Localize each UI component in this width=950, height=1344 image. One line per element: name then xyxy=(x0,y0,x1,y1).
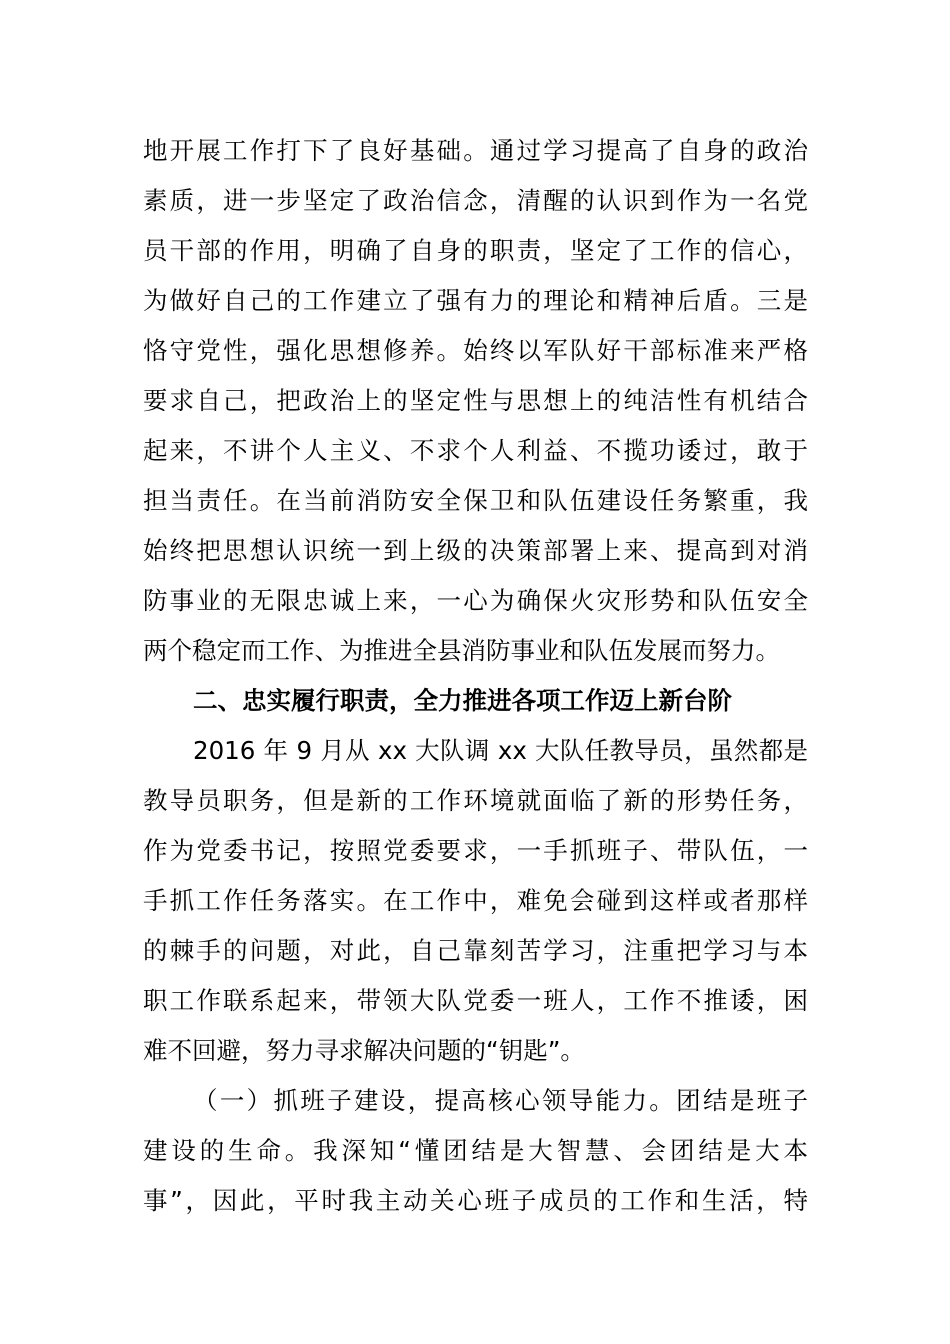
text-line: 素质，进一步坚定了政治信念，清醒的认识到作为一名党 xyxy=(143,186,808,215)
text-line: 职工作联系起来，带领大队党委一班人，工作不推诿，困 xyxy=(143,986,808,1015)
text-line: 2016 年 9 月从 xx 大队调 xx 大队任教导员，虽然都是 xyxy=(193,736,808,765)
text-line: 事”，因此，平时我主动关心班子成员的工作和生活，特 xyxy=(143,1186,808,1215)
text-line: 难不回避，努力寻求解决问题的“钥匙”。 xyxy=(143,1036,585,1065)
text-line: 两个稳定而工作、为推进全县消防事业和队伍发展而努力。 xyxy=(143,636,780,665)
text-line: 要求自己，把政治上的坚定性与思想上的纯洁性有机结合 xyxy=(143,386,808,415)
text-line: 地开展工作打下了良好基础。通过学习提高了自身的政治 xyxy=(143,136,808,165)
text-line: 教导员职务，但是新的工作环境就面临了新的形势任务， xyxy=(143,786,808,815)
text-line: 恪守党性，强化思想修养。始终以军队好干部标准来严格 xyxy=(143,336,808,365)
section-heading: 二、忠实履行职责，全力推进各项工作迈上新台阶 xyxy=(193,686,732,715)
text-line: 员干部的作用，明确了自身的职责，坚定了工作的信心， xyxy=(143,236,808,265)
text-line: 的棘手的问题，对此，自己靠刻苦学习，注重把学习与本 xyxy=(143,936,808,965)
text-line: 建设的生命。我深知“懂团结是大智慧、会团结是大本 xyxy=(143,1136,808,1165)
text-line: 作为党委书记，按照党委要求，一手抓班子、带队伍，一 xyxy=(143,836,808,865)
text-line: 始终把思想认识统一到上级的决策部署上来、提高到对消 xyxy=(143,536,808,565)
text-line: 担当责任。在当前消防安全保卫和队伍建设任务繁重，我 xyxy=(143,486,808,515)
text-line: （一）抓班子建设，提高核心领导能力。团结是班子 xyxy=(193,1086,808,1115)
document-body xyxy=(143,126,808,1226)
text-line: 手抓工作任务落实。在工作中，难免会碰到这样或者那样 xyxy=(143,886,808,915)
text-line: 防事业的无限忠诚上来，一心为确保火灾形势和队伍安全 xyxy=(143,586,808,615)
text-line: 起来，不讲个人主义、不求个人利益、不揽功诿过，敢于 xyxy=(143,436,808,465)
text-line: 为做好自己的工作建立了强有力的理论和精神后盾。三是 xyxy=(143,286,808,315)
